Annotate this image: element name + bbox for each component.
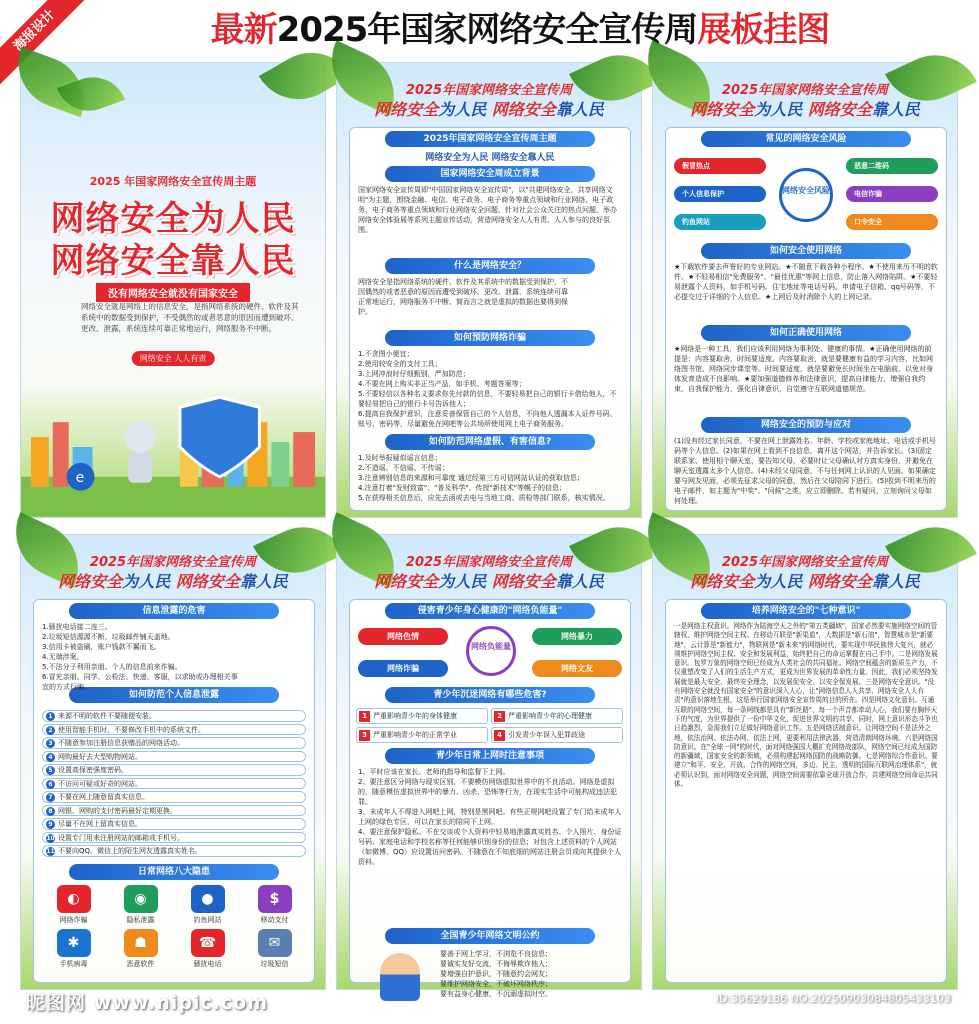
harm-item: 2 严重影响青少年的心理健康 <box>491 708 623 724</box>
list-item: 10 设置专门用来注册网站的邮箱或手机号。 <box>42 832 306 844</box>
negative-item: 网络色情 <box>358 628 448 645</box>
panel-subtitle: 2025年国家网络安全宣传周 <box>405 555 573 570</box>
section-background: 国家网络安全周成立背景 <box>385 166 595 182</box>
section-negative: 侵害青少年身心健康的"网络负能量" <box>385 603 595 619</box>
list-item: 2 使用智能手机时，不要修改手机中的系统文件。 <box>42 724 306 736</box>
ghost-icon: ☗ <box>124 929 158 957</box>
section-correct-use: 如何正确使用网络 <box>701 325 911 341</box>
fake-info-list: 1.及时举报疑似谣言信息； 2.不造谣、不信谣、不传谣； 3.注意辨别信息的来源和可靠度 通过经第三方可信网站认证的获取信息； 4.注意打着"发财致富"、"普及科学"、传授"新技术"等幌子的信息； 5.在获得相关信息后，应先去函或去电与当地工商、质检等部门联系，核实情况。 <box>358 454 610 502</box>
seven-awareness-text: 一是网络主权意识。网络作为陆海空天之外的"第五类疆域"，国家必然要实施网络空间的管辖权，维护网络空间主权。在移动互联是"新渠道"，大数据是"新石油"，智慧城市是"新要地"，云计算是"新能力"，物联网是"新未来"的网络时代，要实现中华民族伟大复兴，就必须维护网络空间主权、安全和发展利益，始终把自己的命运掌握在自己手中。二是网络发展意识。包罗万象的网络空间已经成为人类社会的共同福祉。网络空间蕴含的新质生产力，不仅重塑改变了人们的生活生产方式，更成为世界发展的革命性力量。因此，我们必须坚持发展就是最大安全、最终安全理念，以发展促安全、以安全保发展。三是网络安全意识。"没有网络安全就没有国家安全"的意识深入人心，让"网络信息人人共享、网络安全人人有责"的意识落地生根，这是举行国家网络安全宣传周的目的所在。四是网络文化意识。互通互联的网络空间，每一条网线都是具有"新丝路"，每一个声音都牵动人心，我们要有胸怀天下的气度，为世界提供了一份中华文化，促进世界文明的共享，同时，网上意识形态斗争也日趋激烈，急需我们立足做好网络意识工作。五是网络法制意识。让网络空间不是法外之地，依法治网、依法办网、依法上网，更要利用法律武器，营造清朗网络环境。六是网络国防意识。在"全球一网"的时代，面对网络强国大棚扩充网络战部队，网络空间已经成为国防的新疆域，国家安全的新领域，必须构建起网络国防的战略防御。七是网络综合作意识。要建立"和平、安全、开放、合作的网络空间，多边、民主、透明的国际互联网治理体系"，就必须认识到，面对网络安全问题，网络空间需要依靠全球开放合作，共建网络空间命运共同体。 <box>674 622 938 789</box>
hazard-icons <box>34 883 314 975</box>
list-item: 5 设置高保密强度密码。 <box>42 764 306 776</box>
title-main: 2025年国家网络安全宣传周 <box>276 10 698 50</box>
risk-item: 恶意二维码 <box>846 158 938 174</box>
section-prevention: 网络安全的预防与应对 <box>701 417 911 433</box>
risk-item: 电信诈骗 <box>846 186 938 202</box>
hacker-icon: ● <box>191 885 225 913</box>
negative-item: 网络暴力 <box>532 628 622 645</box>
panel-heading: 网络安全为人民 网络安全靠人民 <box>690 572 920 591</box>
cover-slogan: 没有网络安全就没有国家安全 <box>96 283 250 302</box>
negative-item: 网络文友 <box>532 660 622 677</box>
panel-heading: 网络安全为人民 网络安全靠人民 <box>374 572 604 591</box>
list-item: 6 不访问可疑或好奇的网站。 <box>42 778 306 790</box>
hazard-item: ☗ 恶意软件 <box>107 929 174 973</box>
poster-cover <box>20 62 326 518</box>
section-fake-info: 如何防范网络虚假、有害信息? <box>385 434 595 450</box>
list-item: 11 不要向QQ、微信上的陌生网友透露真实姓名。 <box>42 845 306 857</box>
cover-title-line2: 网络安全靠人民 <box>50 241 296 281</box>
section-fraud: 如何预防网络诈骗 <box>385 330 595 346</box>
poster-awareness <box>652 534 958 990</box>
content-card <box>349 127 631 511</box>
section-theme: 2025年国家网络安全宣传周主题 <box>385 131 595 147</box>
section-leak-harm: 信息泄露的危害 <box>69 603 279 619</box>
eye-icon: ◉ <box>124 885 158 913</box>
harm-item: 1 严重影响青少年的身体健康 <box>356 708 488 724</box>
section-risks: 常见的网络安全风险 <box>701 131 911 147</box>
negative-center: 网络负能量 <box>466 626 516 676</box>
risk-item: 口令安全 <box>846 214 938 230</box>
list-item: 7 不要在网上随意留真实信息。 <box>42 791 306 803</box>
panel-subtitle: 2025年国家网络安全宣传周 <box>721 83 889 98</box>
list-item: 3 不随意参加注册信息获赠品的网络活动。 <box>42 737 306 749</box>
theme-text: 网络安全为人民 网络安全靠人民 <box>425 153 555 163</box>
correct-use-text: ★网络是一种工具，我们应该利用网络为事利处、健康的事情。★正确使用网络的前提是：内容要取舍，时间要适度。内容要取舍，就是要健康有益的学习内容，比如网络图书馆、网络同步课堂等。时间要适度，就是要避免长时间坐在电脑前，以免对身体发育造成不良影响。★要加强道德修养和法律意识，提高自律能力，增强自我约束、自我保护能力，强化自律意识，自觉遵守互联网道德规范。 <box>674 345 933 393</box>
leak-harm-list: 1.骚扰电话接二连三。 2.垃圾短信源源不断，垃圾邮件铺天盖地。 3.信用卡被盗刷，账户钱款不翼而飞。 4.无端涉案。 5.不法分子利用亲朋、个人的信息前来诈骗。 6.冒充亲朋、同学、公检法、快递、客服，以求助或办理相关事宜的方式行骗。 <box>42 623 238 691</box>
title-prefix: 最新 <box>210 10 277 50</box>
harm-item: 4 引发青少年误入犯罪歧途 <box>491 727 623 743</box>
risk-item: 假冒热点 <box>674 158 766 174</box>
cover-intro: 网络安全就是网络上的信息安全，是指网络系统的硬件、软件及其系统中的数据受到保护，不受偶然的或者恶意的原因而遭到破坏、更改、泄露，系统连续可靠正常地运行，网络服务不中断。 <box>81 302 299 333</box>
notice-list: 1、平时应该在家长、老师的指导和监督下上网。 2、要注意区分网络与现实区别，不要模仿网络虚拟世界中的不良活动。网络是虚拟的，随意模仿虚拟世界中的暴力、凶杀、恐怖等行为，在现实生活中可能构成违法犯罪。 3、未成年人不得进入网吧上网，特别是黑网吧。有些正规网吧设置了专门给未成年人上网的绿色专区，可以在家长的陪同下上网。 4、要注意保护隐私。不在交谈或个人资料中轻易地泄露真实姓名、个人照片、身份证号码、家庭电话和学校名称等任何能够识别身份的信息；对包含上述资料的个人网站（如微博、QQ）应设置访问密码。不随意在不知底细的网站注册会员或向其提供个人资料。 <box>358 768 622 866</box>
poster-youth <box>336 534 642 998</box>
negative-diagram <box>358 622 622 684</box>
hazard-item: $ 移动支付 <box>241 885 308 929</box>
section-hazards: 日常网络八大隐患 <box>69 864 279 880</box>
panel-subtitle: 2025年国家网络安全宣传周 <box>405 83 573 98</box>
cover-topic: 2025 年国家网络安全宣传周主题 <box>89 175 257 188</box>
bug-icon: ✱ <box>57 929 91 957</box>
harm-item: 3 严重影响青少年的正常学业 <box>356 727 488 743</box>
safe-use-text: ★下载软件要去声誉好的专业网站。★不随意下载各种小程序。★不使用来历不明的软件。★不轻易相信"免费服务"、"最佳优惠"等网上信息，防止落入网络陷阱。★不要轻易泄露个人资料，如手机号码、住宅地址等电话号码。申请电子信箱、qq号码等，不必提交过于详细的个人信息。★上网后及时消除个人的上网记录。 <box>674 263 938 301</box>
svg-text:e: e <box>75 469 85 486</box>
phone-icon: ☎ <box>191 929 225 957</box>
panel-subtitle: 2025年国家网络安全宣传周 <box>89 555 257 570</box>
section-pact: 全国青少年网络文明公约 <box>385 928 595 944</box>
section-what: 什么是网络安全？ <box>385 258 595 274</box>
hazard-item: ✱ 手机病毒 <box>40 929 107 973</box>
fraud-list: 1.不贪图小便宜； 2.使用较安全的支付工具； 3.上网冲浪时仔细甄别，严加防范； 4.不要在网上购买非正当产品，如手机、考题答案等； 5.不要轻信以各种名义要求你先付款的信息，不要轻易把自己的银行卡借给他人，不要轻易把自己的银行卡号告诉他人； 6.提高自我保护意识，注意妥善保管自己的个人信息，不向他人透漏本人证件号码、账号、密码等，尽量避免在网吧等公共场所使用网上电子商务服务。 <box>358 350 617 428</box>
section-seven: 培养网络安全的"七种意识" <box>701 603 911 619</box>
panel-subtitle: 2025年国家网络安全宣传周 <box>721 555 889 570</box>
risk-diagram <box>674 150 938 240</box>
pact-block <box>350 947 630 1003</box>
section-notice: 青少年日常上网时注意事项 <box>385 748 595 764</box>
negative-item: 网络诈骗 <box>358 660 448 677</box>
list-item: 4 网购最好去大型购物网站。 <box>42 751 306 763</box>
hazard-item: ◉ 隐私泄露 <box>107 885 174 929</box>
addiction-harms <box>350 706 630 745</box>
list-item: 8 网银、网购的支付密码最好定期更换。 <box>42 805 306 817</box>
risk-item: 钓鱼网站 <box>674 214 766 230</box>
ribbon-label: 海报设计 <box>0 0 90 86</box>
background-text: 国家网络安全宣传周即"中国国家网络安全宣传周"，以"共建网络安全，共享网络文明"为主题，围绕金融、电信、电子政务、电子商务等重点领域和行业网络、电子政务、电子商务等重点领域和行业网络安全问题，针对社会公众关注的热点问题，举办网络安全体验展等系列主题宣传活动，营造网络安全人人有责、人人参与的良好氛围。 <box>358 186 617 234</box>
hazard-item: ☎ 骚扰电话 <box>174 929 241 973</box>
content-card <box>349 599 631 998</box>
city-illustration <box>21 377 325 517</box>
section-safe-use: 如何安全使用网络 <box>701 243 911 259</box>
panel-heading: 网络安全为人民 网络安全靠人民 <box>690 100 920 119</box>
cover-badge: 网络安全 人人有责 <box>132 351 215 366</box>
panel-heading: 网络安全为人民 网络安全靠人民 <box>374 100 604 119</box>
person-illustration <box>380 953 420 1001</box>
phone-pay-icon: $ <box>258 885 292 913</box>
hazard-item: ● 钓鱼网站 <box>174 885 241 929</box>
page-title <box>150 8 890 52</box>
risk-center: 网络安全风险 <box>779 168 833 222</box>
content-card <box>665 127 947 511</box>
watermark-id: ID:35629186 NO:20250903084805433103 <box>715 992 951 1005</box>
poster-info-leak <box>20 534 326 990</box>
list-item: 1 来源不明的软件不要随便安装。 <box>42 710 306 722</box>
title-suffix: 展板挂图 <box>697 10 830 50</box>
cover-title-line1: 网络安全为人民 <box>50 199 296 239</box>
list-item: 9 尽量不在网上留真实信息。 <box>42 818 306 830</box>
content-card <box>33 599 315 983</box>
hazard-item: ✉ 垃圾短信 <box>241 929 308 973</box>
watermark-site: 昵图网 www.nipic.com <box>26 992 269 1014</box>
content-card <box>665 599 947 983</box>
poster-risks <box>652 62 958 518</box>
risk-item: 个人信息保护 <box>674 186 766 202</box>
prevention-text: (1)没有经过家长同意，不要在网上泄露姓名、年龄、学校或家庭地址、电话或手机号码等个人信息。(2)如果在网上看到不良信息，离开这个网站，并告诉家长。(3)固定联系家、使用相个聊天室，要告知父母，必要时让父母确认对方真实身份，并避免在聊天室透露太多个人信息。(4)未经父母同意，不与任何网上认识的人见面。如果确定要与网友见面，必须先征求父母的同意，然后在父母陪同下进行。(5)收到不明来历的电子邮件，如主题为"中奖"、"问候"之类，应立即删除。若有疑问，立刻询问父母如何处理。 <box>674 437 936 505</box>
poster-background <box>336 62 642 518</box>
section-addiction: 青少年沉迷网络有哪些危害? <box>385 687 595 703</box>
mail-icon: ✉ <box>258 929 292 957</box>
prevent-leak-list <box>34 706 314 861</box>
mask-icon: ◐ <box>57 885 91 913</box>
hazard-item: ◐ 网络诈骗 <box>40 885 107 929</box>
section-prevent-leak: 如何防范个人信息泄露 <box>69 687 279 703</box>
pact-list: 要善于网上学习，不浏览不良信息； 要诚实友好交流，不侮辱欺诈他人； 要增强自护意识，不随意约会网友； 要维护网络安全，不破坏网络秩序； 要有益身心健康，不沉溺虚拟时空。 <box>440 950 552 998</box>
what-text: 网络安全是指网络系统的硬件、软件及其系统中的数据受到保护，不因偶然的或者恶意的原因而遭受到破坏、更改、泄露，系统连续可靠正常地运行，网络服务不中断。简而言之就是虚拟的数据也要得到保护。 <box>358 278 568 316</box>
panel-heading: 网络安全为人民 网络安全靠人民 <box>58 572 288 591</box>
